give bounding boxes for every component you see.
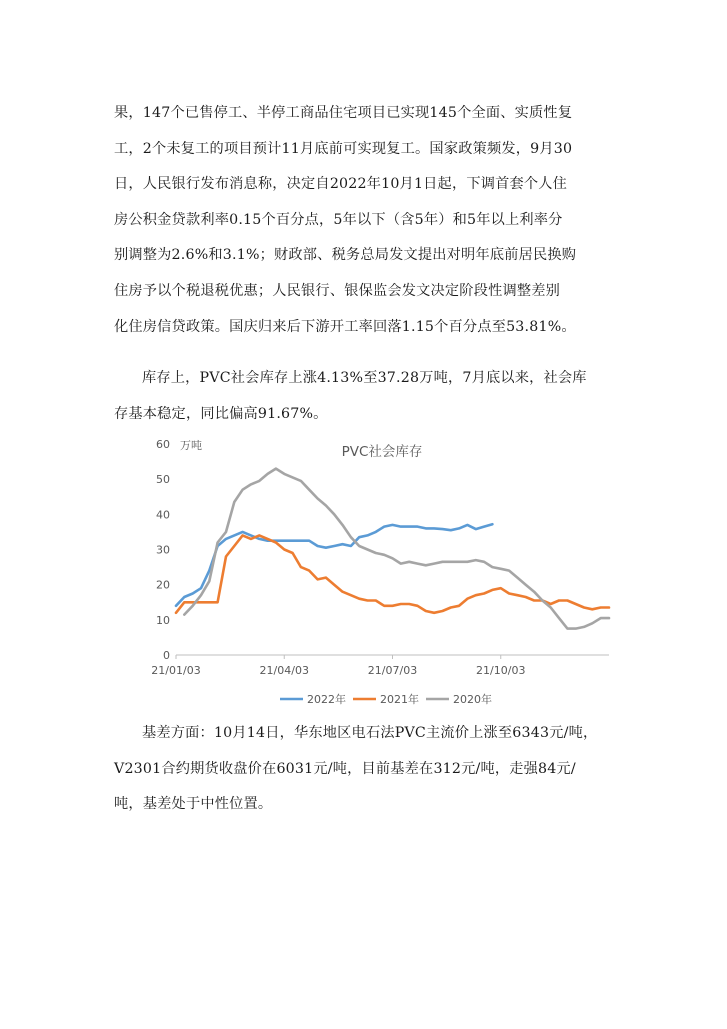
x-tick-label: 21/07/03: [367, 664, 418, 677]
y-tick-label: 40: [156, 508, 170, 522]
x-tick-label: 21/01/03: [151, 664, 201, 677]
chart-title: PVC社会库存: [341, 444, 423, 460]
paragraph-real-estate-policy: [114, 96, 614, 345]
legend-label: 2022年: [307, 693, 346, 706]
text-line: 日，人民银行发布消息称，决定自2022年10月1日起，下调首套个人住: [114, 176, 568, 193]
text-line: 库存上，PVC社会库存上涨4.13%至37.28万吨，7月底以来，社会库: [142, 370, 587, 386]
chart-legend: [280, 692, 492, 706]
text-line: 吨，基差处于中性位置。: [114, 796, 273, 813]
y-tick-label: 50: [156, 473, 170, 487]
pvc-inventory-chart: [140, 432, 620, 712]
chart-axes: [151, 438, 609, 677]
text-line: 化住房信贷政策。国庆归来后下游开工率回落1.15个百分点至53.81%。: [114, 318, 576, 335]
chart-series: [176, 469, 609, 629]
x-tick-label: 21/10/03: [476, 664, 526, 677]
text-line: 住房予以个税退税优惠；人民银行、银保监会发文决定阶段性调整差别: [114, 282, 561, 299]
y-tick-label: 30: [156, 543, 170, 557]
x-tick-label: 21/04/03: [259, 664, 309, 677]
paragraph-basis: [114, 716, 614, 823]
y-axis-unit: 万吨: [180, 439, 202, 452]
legend-label: 2020年: [453, 693, 492, 706]
text-line: 果，147个已售停工、半停工商品住宅项目已实现145个全面、实质性复: [114, 105, 573, 121]
text-line: 工，2个未复工的项目预计11月底前可实现复工。国家政策频发，9月30: [114, 140, 573, 157]
y-tick-label: 0: [163, 649, 170, 662]
y-tick-label: 10: [156, 613, 170, 627]
text-line: V2301合约期货收盘价在6031元/吨，目前基差在312元/吨，走强84元/: [114, 760, 576, 777]
text-line: 别调整为2.6%和3.1%；财政部、税务总局发文提出对明年底前居民换购: [114, 247, 577, 264]
paragraph-inventory: [114, 361, 614, 432]
y-tick-label: 60: [156, 438, 170, 451]
text-line: 存基本稳定，同比偏高91.67%。: [114, 405, 328, 422]
text-line: 房公积金贷款利率0.15个百分点，5年以下（含5年）和5年以上利率分: [114, 211, 563, 228]
legend-label: 2021年: [380, 693, 419, 706]
y-tick-label: 20: [156, 578, 170, 592]
text-line: 基差方面：10月14日，华东地区电石法PVC主流价上涨至6343元/吨，: [142, 725, 598, 741]
